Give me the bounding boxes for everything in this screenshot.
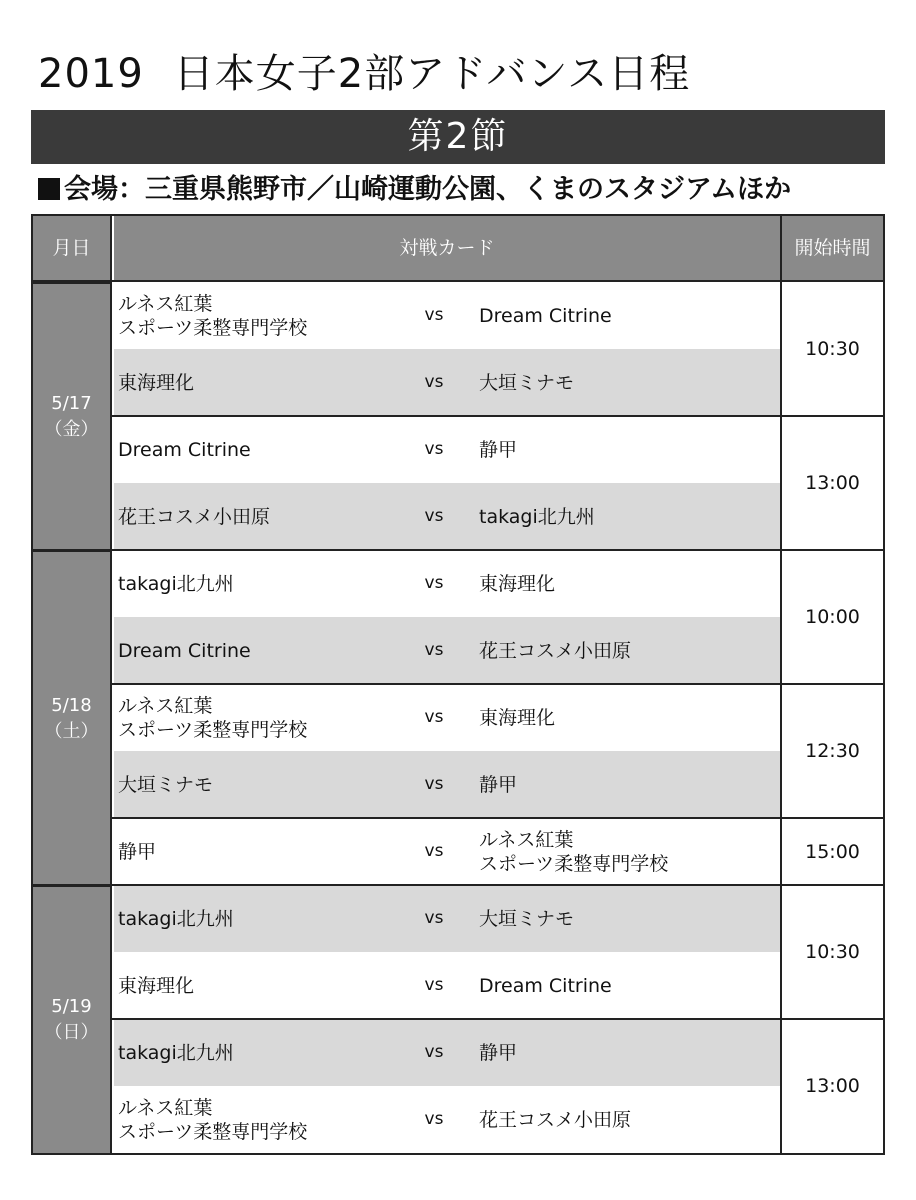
away-team (479, 818, 775, 885)
away-team-name: 静甲 (479, 438, 518, 461)
vs-label: vs (424, 908, 444, 928)
date-text: 5/17 (51, 393, 92, 414)
home-team (118, 416, 408, 483)
away-team (479, 1086, 775, 1153)
home-team (118, 282, 408, 349)
page-title (38, 44, 690, 104)
away-team-name: 大垣ミナモ (479, 907, 575, 930)
away-team (479, 550, 775, 617)
away-team (479, 483, 775, 550)
home-team (118, 483, 408, 550)
away-team-name: Dream Citrine (479, 974, 612, 997)
weekday-text: （金） (44, 419, 99, 440)
venue-text: 会場：三重県熊野市／山崎運動公園、くまのスタジアムほか (64, 174, 792, 205)
vs-label: vs (424, 372, 444, 392)
date-text: 5/18 (51, 694, 92, 716)
match-row (114, 349, 780, 416)
home-team-name: takagi北九州 (118, 572, 234, 595)
row-divider (112, 415, 883, 417)
home-team-name: takagi北九州 (118, 907, 234, 930)
row-divider (112, 817, 883, 819)
home-team-name: 大垣ミナモ (118, 773, 214, 796)
row-divider (112, 1018, 883, 1020)
match-row (114, 751, 780, 818)
weekday-text: （土） (44, 720, 99, 742)
match-row (114, 416, 780, 483)
home-team-name: ルネス紅葉 (118, 694, 213, 717)
home-team (118, 550, 408, 617)
start-time: 13:00 (780, 1019, 883, 1153)
row-divider (33, 884, 883, 886)
away-team (479, 282, 775, 349)
home-team-name: 静甲 (118, 840, 157, 863)
vs-label: vs (424, 573, 444, 593)
home-team (118, 818, 408, 885)
row-divider (112, 683, 883, 685)
vs-label: vs (424, 1109, 444, 1129)
away-team-name: 静甲 (479, 773, 518, 796)
away-team (479, 1019, 775, 1086)
start-time: 10:00 (780, 550, 883, 684)
home-team-name: Dream Citrine (118, 438, 251, 461)
away-team-name: Dream Citrine (479, 304, 612, 327)
start-time: 12:30 (780, 684, 883, 818)
home-team-name: スポーツ柔整専門学校 (118, 718, 308, 741)
match-row (114, 1019, 780, 1086)
weekday-text: （日） (44, 1022, 99, 1043)
home-team-name: Dream Citrine (118, 639, 251, 662)
match-row (114, 952, 780, 1019)
date-cell (33, 550, 112, 885)
away-team-name: スポーツ柔整専門学校 (479, 852, 669, 875)
away-team (479, 952, 775, 1019)
match-row (114, 550, 780, 617)
vs-label: vs (424, 439, 444, 459)
start-time: 10:30 (780, 282, 883, 416)
away-team (479, 416, 775, 483)
away-team (479, 349, 775, 416)
away-team-name: 花王コスメ小田原 (479, 1108, 632, 1131)
away-team-name: takagi北九州 (479, 505, 595, 528)
vs-label: vs (424, 975, 444, 995)
vs-label: vs (424, 640, 444, 660)
home-team-name: ルネス紅葉 (118, 292, 213, 315)
away-team-name: 大垣ミナモ (479, 371, 575, 394)
home-team (118, 751, 408, 818)
home-team (118, 617, 408, 684)
start-time: 10:30 (780, 885, 883, 1019)
title-year: 2019 (38, 51, 144, 97)
away-team-name: 東海理化 (479, 572, 556, 595)
match-row (114, 818, 780, 885)
home-team (118, 684, 408, 751)
away-team-name: 東海理化 (479, 706, 556, 729)
match-row (114, 684, 780, 751)
home-team-name: takagi北九州 (118, 1041, 234, 1064)
title-text: 日本女子2部アドバンス日程 (173, 51, 691, 97)
date-cell (33, 282, 112, 550)
home-team (118, 349, 408, 416)
start-time: 15:00 (780, 818, 883, 885)
away-team-name: ルネス紅葉 (479, 828, 574, 851)
match-row (114, 885, 780, 952)
vs-label: vs (424, 841, 444, 861)
home-team (118, 952, 408, 1019)
row-divider (33, 280, 883, 282)
match-row (114, 1086, 780, 1153)
vs-label: vs (424, 305, 444, 325)
schedule-table (31, 214, 885, 1155)
match-row (114, 282, 780, 349)
vs-label: vs (424, 1042, 444, 1062)
venue-line (38, 170, 791, 210)
home-team-name: 花王コスメ小田原 (118, 505, 271, 528)
date-cell (33, 885, 112, 1153)
home-team (118, 1086, 408, 1153)
away-team-name: 花王コスメ小田原 (479, 639, 632, 662)
row-divider (33, 549, 883, 551)
away-team-name: 静甲 (479, 1041, 518, 1064)
start-time: 13:00 (780, 416, 883, 550)
home-team-name: ルネス紅葉 (118, 1096, 213, 1119)
away-team (479, 885, 775, 952)
away-team (479, 751, 775, 818)
date-label (33, 994, 110, 1046)
date-label (33, 391, 110, 443)
header-start-time: 開始時間 (780, 216, 883, 280)
header-date: 月日 (33, 216, 112, 280)
home-team-name: 東海理化 (118, 974, 195, 997)
away-team (479, 617, 775, 684)
home-team-name: スポーツ柔整専門学校 (118, 1120, 308, 1143)
home-team (118, 885, 408, 952)
match-row (114, 483, 780, 550)
square-bullet-icon (38, 178, 60, 200)
away-team (479, 684, 775, 751)
date-label (33, 693, 110, 745)
home-team-name: 東海理化 (118, 371, 195, 394)
match-row (114, 617, 780, 684)
date-text: 5/19 (51, 996, 92, 1017)
round-banner: 第2節 (31, 110, 885, 164)
header-match: 対戦カード (114, 216, 780, 280)
vs-label: vs (424, 707, 444, 727)
home-team-name: スポーツ柔整専門学校 (118, 316, 308, 339)
home-team (118, 1019, 408, 1086)
vs-label: vs (424, 774, 444, 794)
vs-label: vs (424, 506, 444, 526)
